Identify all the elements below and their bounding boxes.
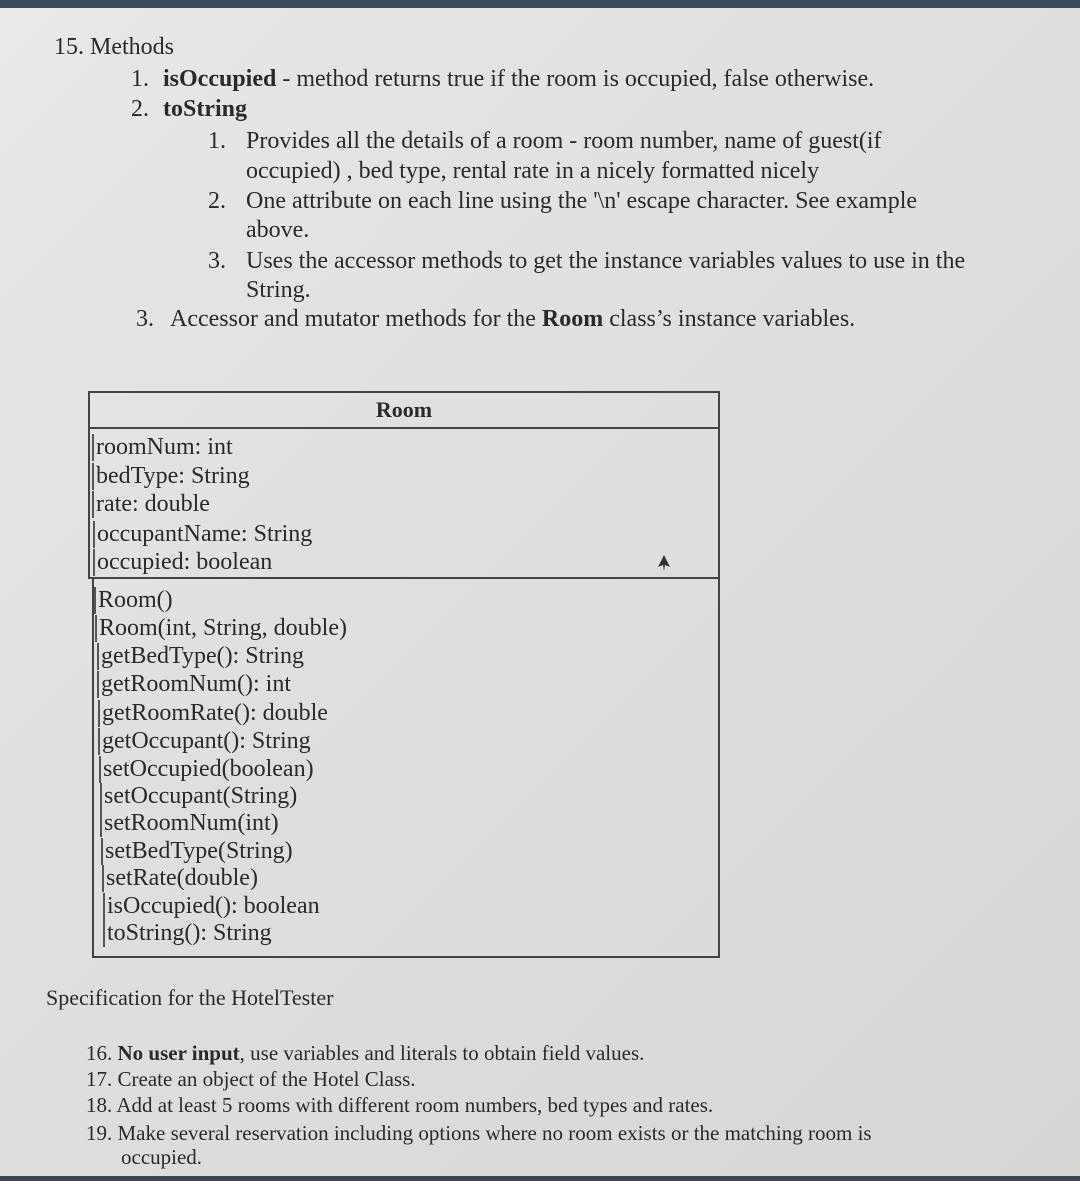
spec-item: 17. Create an object of the Hotel Class. [86, 1067, 416, 1091]
uml-method: getBedType(): String [97, 643, 304, 670]
uml-method: setOccupied(boolean) [99, 756, 314, 783]
mouse-cursor-icon [656, 553, 672, 573]
uml-method: getRoomNum(): int [97, 671, 291, 698]
spec-item: 18. Add at least 5 rooms with different room numbers, bed types and rates. [86, 1093, 714, 1117]
uml-method: setRate(double) [102, 865, 258, 892]
sub-list-item-line: Provides all the details of a room - room number, name of guest(if [246, 128, 882, 154]
top-border [0, 0, 1080, 8]
sub-list-item-num: 3. [208, 248, 226, 274]
uml-attribute: rate: double [92, 491, 210, 518]
sub-list-item-line: occupied) , bed type, rental rate in a nicely formatted nicely [246, 158, 820, 184]
uml-method: setRoomNum(int) [100, 810, 279, 837]
sub-list-item-num: 1. [208, 128, 226, 154]
uml-method: Room() [94, 587, 173, 614]
spec-item-continuation: occupied. [121, 1145, 203, 1169]
uml-attribute: bedType: String [92, 463, 250, 490]
bottom-border [0, 1176, 1080, 1181]
list-item: 1. isOccupied - method returns true if the room is occupied, false otherwise. [131, 66, 875, 92]
uml-method: toString(): String [103, 920, 272, 947]
spec-item: 16. No user input, use variables and literals to obtain field values. [86, 1041, 645, 1065]
sub-list-item-line: One attribute on each line using the '\n' escape character. See example [246, 188, 918, 214]
uml-attribute: roomNum: int [92, 434, 233, 461]
spec-heading: Specification for the HotelTester [46, 985, 334, 1010]
uml-attribute: occupied: boolean [93, 549, 272, 576]
uml-method: Room(int, String, double) [95, 615, 347, 642]
list-item: 3. Accessor and mutator methods for the Room class’s instance variables. [136, 306, 856, 332]
uml-method: isOccupied(): boolean [103, 893, 320, 920]
sub-list-item-line: above. [246, 217, 310, 243]
list-item: 2. toString [131, 96, 247, 122]
section-heading: 15. Methods [54, 34, 174, 60]
spec-item: 19. Make several reservation including options where no room exists or the matching room is [86, 1121, 872, 1145]
uml-method: setBedType(String) [101, 838, 293, 865]
uml-attribute: occupantName: String [93, 521, 312, 548]
uml-method: setOccupant(String) [100, 783, 297, 810]
sub-list-item-line: Uses the accessor methods to get the instance variables values to use in the [246, 248, 966, 274]
uml-method: getOccupant(): String [98, 728, 311, 755]
sub-list-item-num: 2. [208, 188, 226, 214]
sub-list-item-line: String. [246, 277, 311, 303]
uml-class-name: Room [88, 391, 720, 429]
uml-method: getRoomRate(): double [98, 700, 328, 727]
